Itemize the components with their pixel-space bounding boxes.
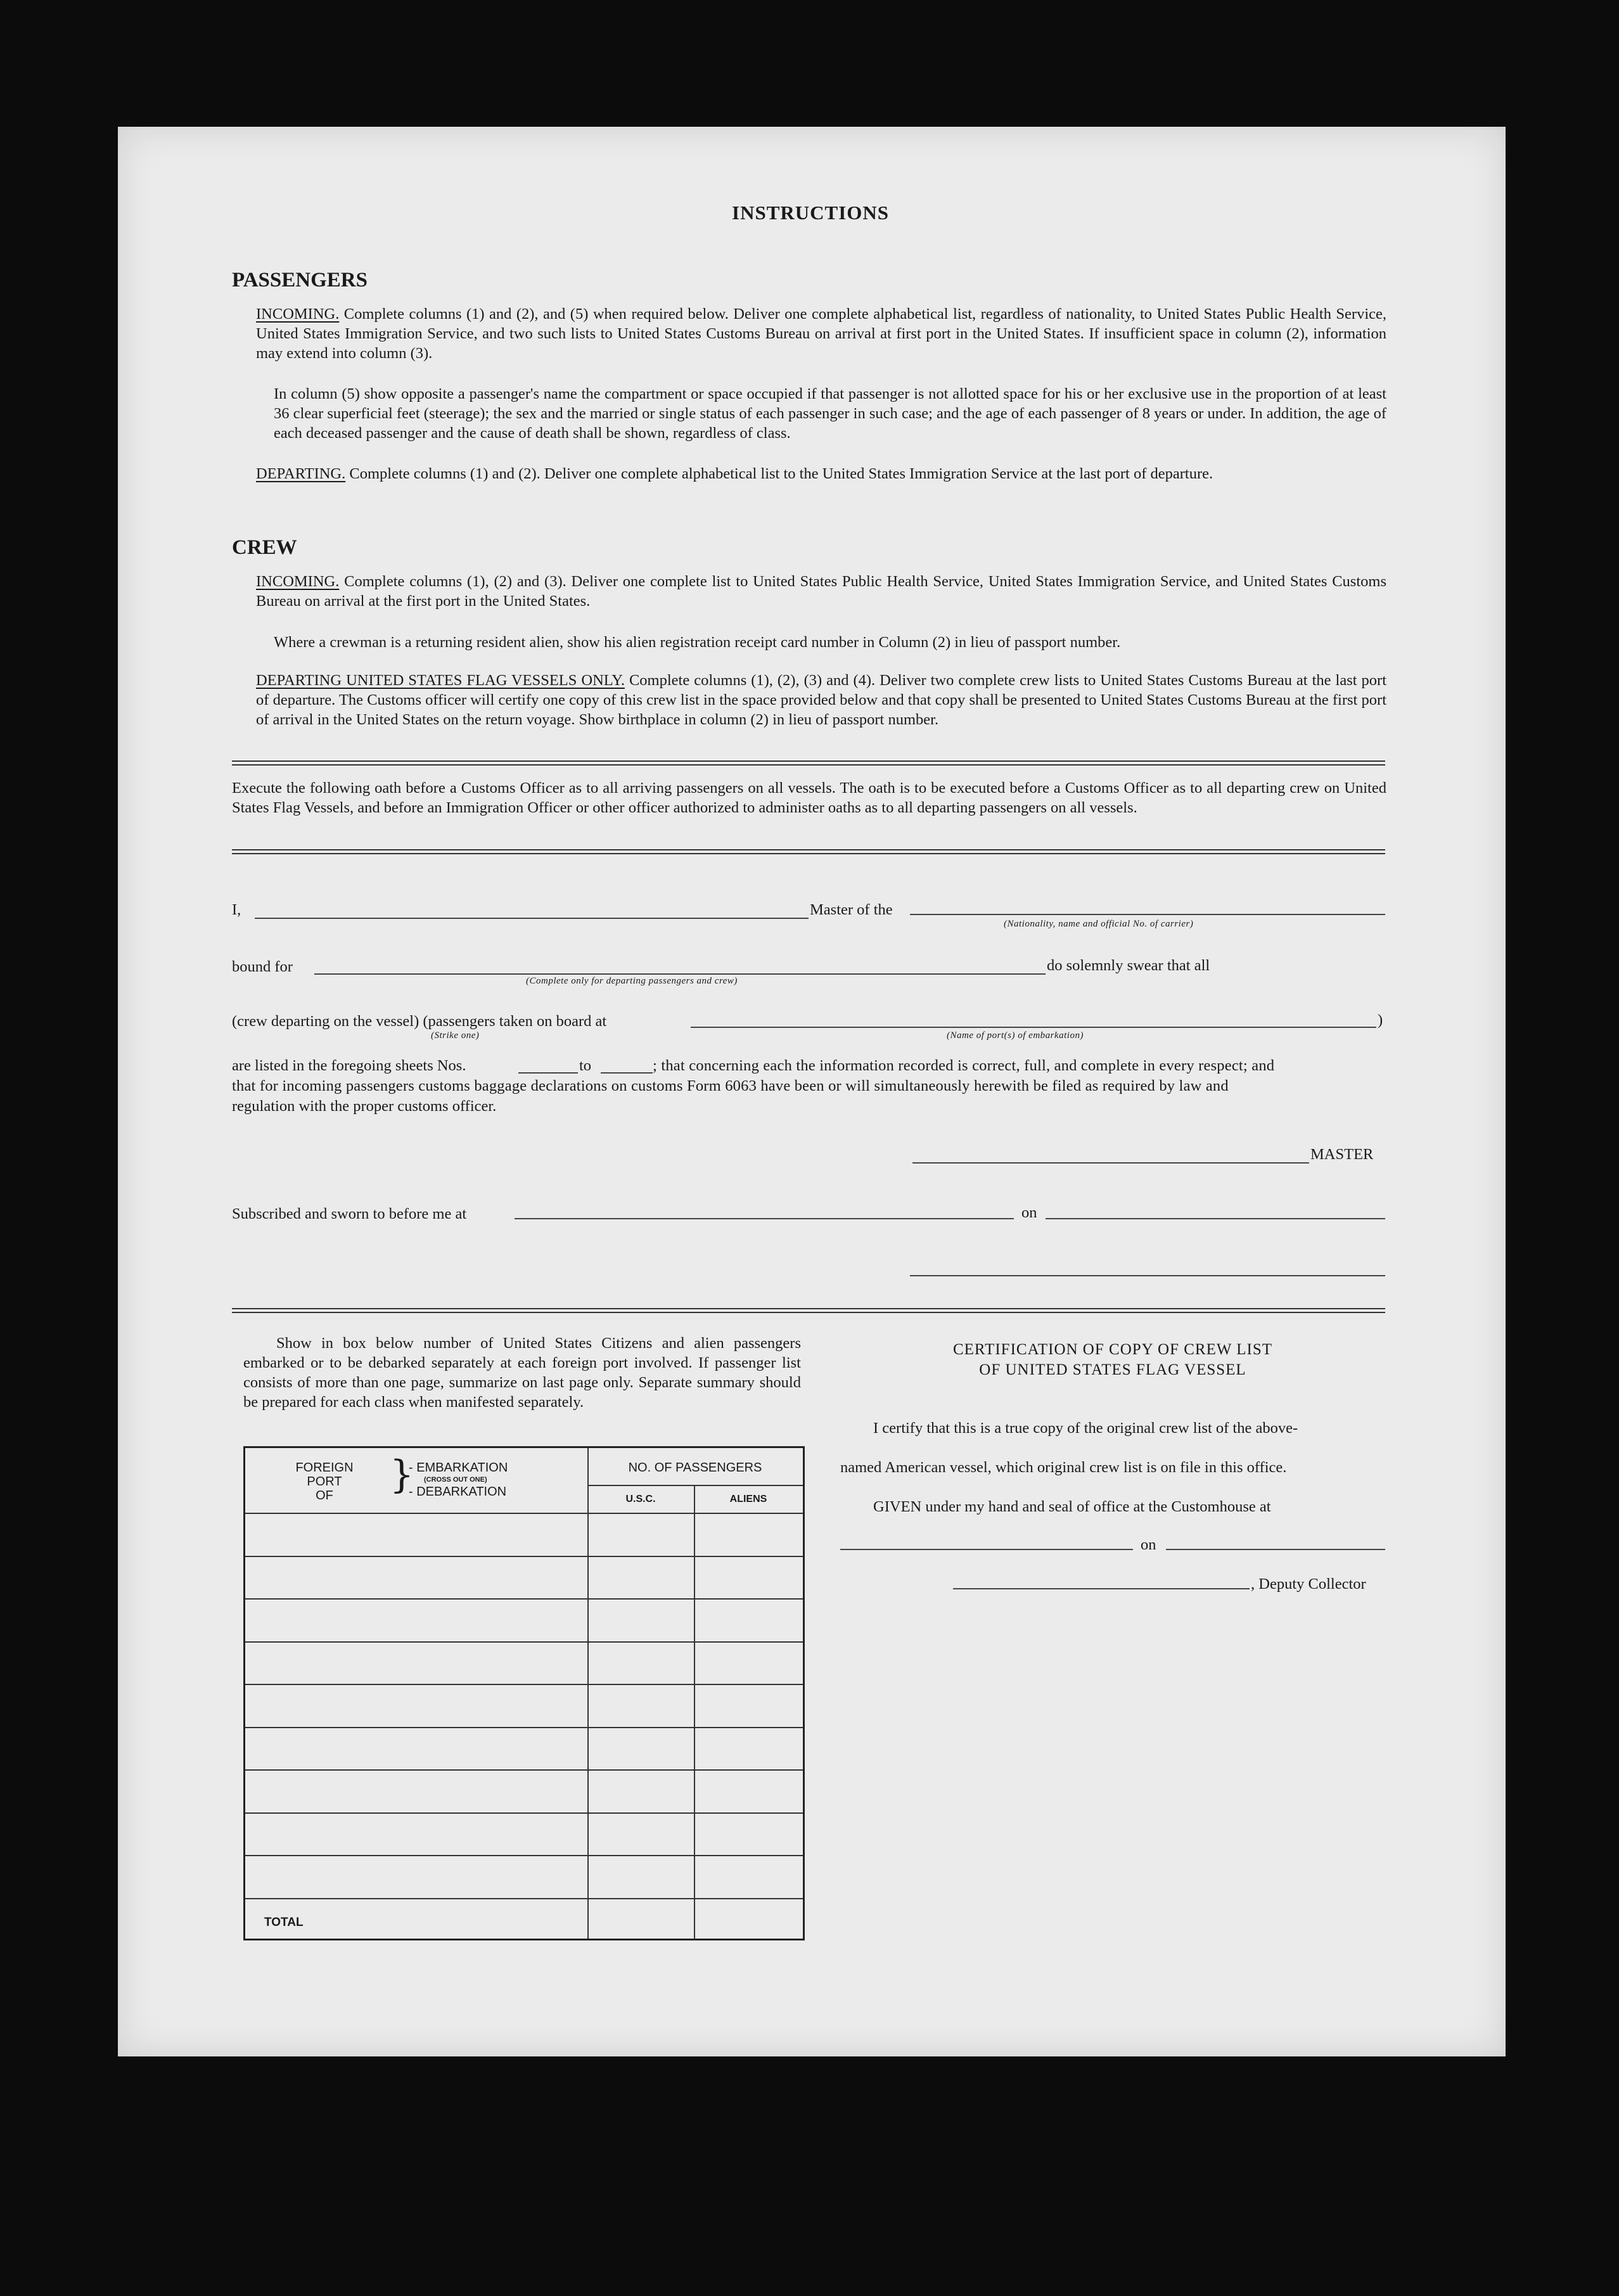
table-row <box>245 1556 803 1557</box>
table-divider <box>587 1485 803 1486</box>
header-of: OF <box>316 1489 333 1503</box>
table-row <box>245 1855 803 1856</box>
header-foreign: FOREIGN <box>295 1461 354 1475</box>
sworn-place-line[interactable] <box>515 1218 1014 1219</box>
header-aliens: ALIENS <box>729 1494 767 1504</box>
brace-icon: } <box>390 1453 414 1497</box>
table-row <box>245 1812 803 1814</box>
crew-incoming-lead: INCOMING. <box>256 573 340 590</box>
table-row <box>245 1898 803 1899</box>
solemnly-swear-label: do solemnly swear that all <box>1047 957 1210 974</box>
table-divider <box>245 1513 803 1514</box>
statement-rest: ; that concerning each the information recorded is correct, full, and complete in every respect; and <box>653 1057 1275 1074</box>
sworn-on-label: on <box>1021 1204 1037 1221</box>
certification-date-line[interactable] <box>1166 1549 1385 1550</box>
crew-passengers-label: (crew departing on the vessel) (passengers taken on board at <box>232 1013 607 1030</box>
table-row <box>245 1598 803 1600</box>
passenger-summary-table <box>243 1446 805 1940</box>
header-usc: U.S.C. <box>625 1494 656 1504</box>
passengers-departing-text: Complete columns (1) and (2). Deliver one complete alphabetical list to the United States Immigration Service at the last port of departure. <box>349 465 1213 482</box>
header-port: PORT <box>307 1475 342 1489</box>
master-signature-line[interactable] <box>912 1162 1309 1164</box>
bound-for-label: bound for <box>232 958 293 975</box>
crew-incoming-text: Complete columns (1), (2) and (3). Deliver one complete list to United States Public Health Service, United States Immigration Service, and United States Customs Bureau on arrival at the first port in the United States. <box>256 573 1386 610</box>
crew-departing-lead: DEPARTING UNITED STATES FLAG VESSELS ONLY. <box>256 672 625 689</box>
customhouse-line[interactable] <box>840 1549 1133 1550</box>
close-paren: ) <box>1378 1011 1383 1029</box>
complete-only-caption: (Complete only for departing passengers and crew) <box>526 976 738 986</box>
sheet-from-line[interactable] <box>518 1072 578 1074</box>
destination-line[interactable] <box>314 973 1046 975</box>
header-foreign-port <box>290 1461 359 1503</box>
table-divider <box>694 1486 695 1939</box>
total-label: TOTAL <box>264 1916 304 1929</box>
passengers-column5-paragraph: In column (5) show opposite a passenger's name the compartment or space occupied if that passenger is not allotted space for his or her exclusive use in the proportion of at least 36 clear superficial feet (steerage); the sex and the married or single status of each passenger in such case; and the age of each passenger of 8 years or under. In addition, the age of each deceased passenger and the cause of death shall be shown, regardless of class. <box>274 385 1386 442</box>
master-label: MASTER <box>1310 1146 1374 1163</box>
page-title: INSTRUCTIONS <box>732 202 890 224</box>
carrier-line[interactable] <box>910 914 1385 915</box>
passengers-incoming-paragraph <box>256 304 1386 363</box>
port-caption: (Name of port(s) of embarkation) <box>947 1030 1084 1041</box>
sworn-date-line[interactable] <box>1046 1218 1385 1219</box>
table-row <box>245 1727 803 1728</box>
table-row <box>245 1769 803 1771</box>
statement-line-2: that for incoming passengers customs baggage declarations on customs Form 6063 have been or will simultaneously herewith be filed as required by law and <box>232 1077 1229 1094</box>
crew-departing-text: Complete columns (1), (2), (3) and (4). Deliver two complete crew lists to United States Customs Bureau at the last port of departure. The Customs officer will certify one copy of this crew list in the space provided below and that copy shall be presented to United States Customs Bureau at the first port of arrival in the United States on the return voyage. Show birthplace in column (2) in lieu of passport number. <box>256 672 1386 728</box>
master-name-line[interactable] <box>255 918 809 919</box>
certification-heading <box>840 1340 1385 1380</box>
crew-incoming-paragraph <box>256 572 1386 611</box>
certification-line-1: I certify that this is a true copy of the original crew list of the above- <box>873 1420 1298 1437</box>
table-divider <box>587 1448 589 1939</box>
crew-heading: CREW <box>232 536 297 559</box>
double-divider <box>232 1308 1385 1313</box>
deputy-collector-label: , Deputy Collector <box>1251 1575 1366 1593</box>
are-listed-label: are listed in the foregoing sheets Nos. <box>232 1057 466 1074</box>
master-of-the-label: Master of the <box>810 901 893 918</box>
officer-signature-line[interactable] <box>910 1275 1385 1276</box>
nationality-caption: (Nationality, name and official No. of carrier) <box>1004 919 1194 929</box>
certification-heading-line-1: CERTIFICATION OF COPY OF CREW LIST <box>952 1341 1273 1358</box>
passengers-departing-paragraph <box>256 464 1386 484</box>
passengers-heading: PASSENGERS <box>232 269 368 292</box>
double-divider <box>232 760 1385 766</box>
passengers-incoming-lead: INCOMING. <box>256 305 340 323</box>
header-no-of-passengers: NO. OF PASSENGERS <box>628 1461 762 1475</box>
double-divider <box>232 849 1385 854</box>
certification-heading-line-2: OF UNITED STATES FLAG VESSEL <box>979 1361 1246 1378</box>
header-cross-out: (CROSS OUT ONE) <box>424 1476 487 1484</box>
to-label: to <box>579 1057 592 1074</box>
strike-one-caption: (Strike one) <box>431 1030 480 1041</box>
oath-instruction: Execute the following oath before a Customs Officer as to all arriving passengers on all vessels. The oath is to be executed before a Customs Officer as to all departing crew on United States Flag Vessels, and before an Immigration Officer or other officer authorized to administer oaths as to all departing passengers on all vessels. <box>232 779 1386 816</box>
statement-line-3: regulation with the proper customs officer. <box>232 1098 497 1115</box>
certification-line-3: GIVEN under my hand and seal of office at the Customhouse at <box>873 1498 1271 1515</box>
table-row <box>245 1684 803 1685</box>
certification-line-2: named American vessel, which original crew list is on file in this office. <box>840 1459 1287 1476</box>
embarkation-port-line[interactable] <box>691 1027 1376 1028</box>
subscribed-label: Subscribed and sworn to before me at <box>232 1205 467 1222</box>
crew-departing-paragraph <box>256 670 1386 729</box>
oath-i-label: I, <box>232 901 241 918</box>
crew-resident-paragraph: Where a crewman is a returning resident alien, show his alien registration receipt card number in Column (2) in lieu of passport number. <box>274 634 1121 651</box>
header-embarkation: - EMBARKATION <box>409 1461 508 1475</box>
certification-on-label: on <box>1141 1536 1156 1553</box>
header-debarkation: - DEBARKATION <box>409 1485 507 1499</box>
sheet-to-line[interactable] <box>601 1072 653 1074</box>
table-row <box>245 1641 803 1643</box>
passengers-incoming-text: Complete columns (1) and (2), and (5) when required below. Deliver one complete alphabetical list, regardless of nationality, to United States Public Health Service, United States Immigration Service, and two such lists to United States Customs Bureau on arrival at first port in the United States. If insufficient space in column (2), information may extend into column (3). <box>256 305 1387 362</box>
passengers-departing-lead: DEPARTING. <box>256 465 346 482</box>
deputy-signature-line[interactable] <box>953 1588 1250 1589</box>
summary-instruction: Show in box below number of United States Citizens and alien passengers embarked or to be debarked separately at each foreign port involved. If passenger list consists of more than one page, summarize on last page only. Separate summary should be prepared for each class when manifested separately. <box>243 1335 801 1411</box>
